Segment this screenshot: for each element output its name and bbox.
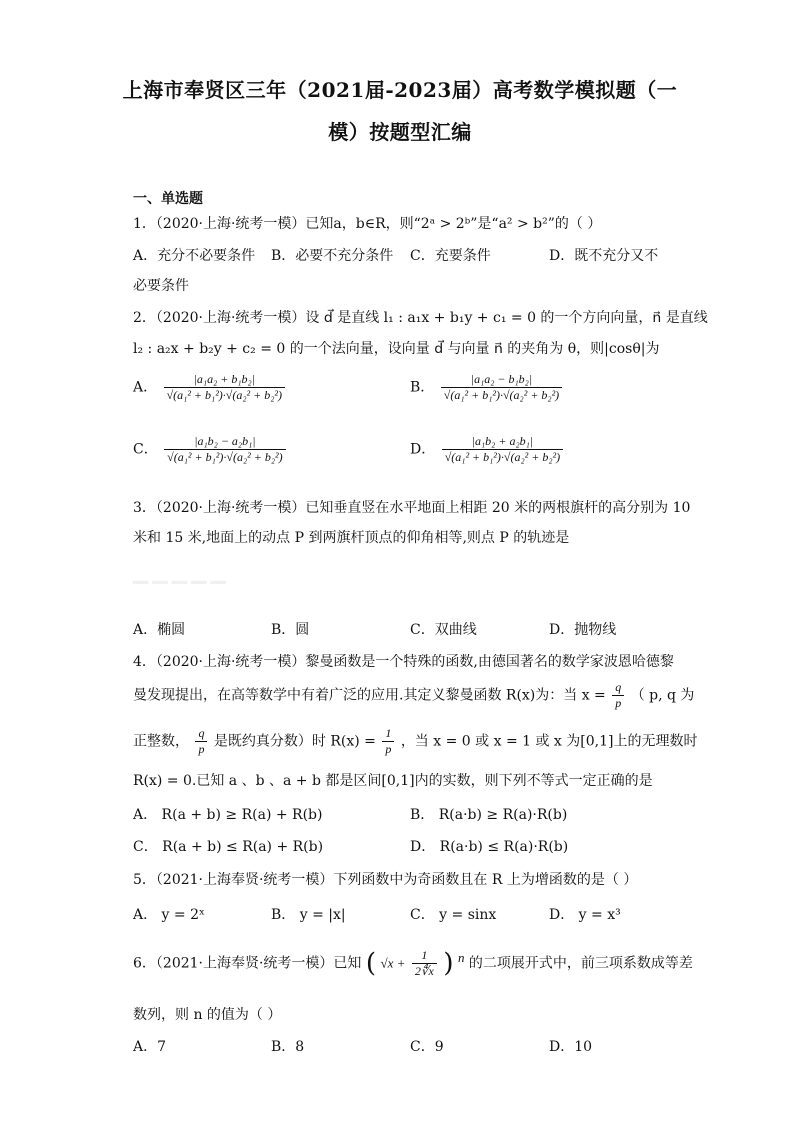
question-4-option-d: D． R(a·b) ≤ R(a)·R(b) [410, 839, 569, 855]
fraction-denominator: p [385, 742, 392, 756]
fraction [164, 434, 285, 465]
question-4-stem-line-1: 4．（2020·上海·统考一模）黎曼函数是一个特殊的函数,由德国著名的数学家波恩哈德黎 [133, 654, 674, 670]
fraction-numerator: |a₁a₂ − b₁b₂| [441, 372, 562, 388]
fraction-numerator: q [195, 726, 207, 742]
question-6-stem-line-1 [133, 948, 693, 979]
question-4-stem-line-2 [133, 680, 694, 711]
question-6-option-c: C．9 [410, 1039, 444, 1055]
question-4-option-b: B． R(a·b) ≥ R(a)·R(b) [410, 807, 568, 823]
option-label: A． [133, 379, 158, 396]
question-2-option-a [133, 372, 287, 403]
question-3-option-d: D．抛物线 [549, 622, 617, 638]
fraction [195, 726, 207, 757]
faint-watermark: ▁▁▁▁▁ [133, 560, 230, 584]
question-6-option-a: A．7 [133, 1039, 167, 1055]
fraction [442, 434, 563, 465]
fraction-denominator: 2∜x [414, 964, 434, 978]
question-5-option-a: A． y = 2ˣ [133, 907, 205, 923]
fraction-denominator: √(a₁² + b₁²)·√(a₂² + b₂²) [167, 450, 283, 464]
fraction-denominator: p [198, 742, 205, 756]
question-4-option-a: A． R(a + b) ≥ R(a) + R(b) [133, 807, 323, 823]
question-6-option-b: B．8 [271, 1039, 305, 1055]
question-1-option-d-continued: 必要条件 [133, 278, 189, 294]
expression-open-paren: ( [365, 948, 377, 979]
fraction-numerator: |a₁b₂ + a₂b₁| [442, 434, 563, 450]
question-3-stem-line-2: 米和 15 米,地面上的动点 P 到两旗杆顶点的仰角相等,则点 P 的轨迹是 [133, 530, 570, 546]
question-2-option-c [133, 434, 288, 465]
document-title-line-1: 上海市奉贤区三年（2021届-2023届）高考数学模拟题（一 [122, 78, 678, 102]
fraction-numerator: |a₁b₂ − a₂b₁| [164, 434, 285, 450]
expression-close-paren: ) [443, 948, 454, 979]
question-6-stem-line-2: 数列，则 n 的值为（ ） [133, 1007, 282, 1023]
fraction-numerator: |a₁a₂ + b₁b₂| [164, 372, 285, 388]
fraction-denominator: √(a₁² + b₁²)·√(a₂² + b₂²) [166, 388, 283, 402]
question-1-option-c: C．充要条件 [410, 248, 491, 264]
fraction [412, 948, 437, 979]
text-run: 是既约真分数）时 R(x) = [213, 733, 376, 750]
fraction-denominator: √(a₁² + b₁²)·√(a₂² + b₂²) [443, 388, 560, 402]
question-3-option-b: B．圆 [271, 622, 310, 638]
text-run: ，当 x = 0 或 x = 1 或 x 为[0,1]上的无理数时 [400, 733, 698, 750]
question-5-option-b: B． y = |x| [271, 907, 346, 923]
text-run: 正整数， [133, 733, 189, 750]
question-1-option-b: B．必要不充分条件 [271, 248, 394, 264]
fraction [164, 372, 285, 403]
fraction [612, 680, 624, 711]
expression-exponent: n [457, 949, 465, 965]
question-5-option-d: D． y = x³ [549, 907, 621, 923]
text-run: 曼发现提出，在高等数学中有着广泛的应用.其定义黎曼函数 R(x)为：当 x = [133, 687, 606, 704]
question-4-option-c: C． R(a + b) ≤ R(a) + R(b) [133, 839, 324, 855]
fraction-denominator: p [615, 696, 622, 710]
question-1-option-d: D．既不充分又不 [549, 248, 659, 264]
question-4-stem-line-4: R(x) = 0.已知 a 、b 、a + b 都是区间[0,1]内的实数，则下列不等式一定正确的是 [133, 773, 653, 789]
option-label: C． [133, 441, 158, 458]
question-2-option-b [410, 372, 564, 403]
question-2-stem-line-1: 2．（2020·上海·统考一模）设 d⃗ 是直线 l₁ : a₁x + b₁y + c₁ = 0 的一个方向向量，n⃗ 是直线 [133, 310, 708, 326]
question-3-option-a: A．椭圆 [133, 622, 186, 638]
question-3-option-c: C．双曲线 [410, 622, 477, 638]
option-label: D． [410, 441, 436, 458]
fraction-numerator: 1 [382, 726, 394, 742]
question-3-stem-line-1: 3．（2020·上海·统考一模）已知垂直竖在水平地面上相距 20 米的两根旗杆的高分别为 10 [133, 500, 691, 516]
fraction-denominator: √(a₁² + b₁²)·√(a₂² + b₂²) [444, 450, 561, 464]
fraction [441, 372, 562, 403]
question-5-option-c: C． y = sinx [410, 907, 497, 923]
question-6-option-d: D．10 [549, 1039, 593, 1055]
fraction-numerator: 1 [412, 948, 437, 964]
question-2-option-d [410, 434, 565, 465]
question-2-stem-line-2: l₂ : a₂x + b₂y + c₂ = 0 的一个法向量，设向量 d⃗ 与向量 n⃗ 的夹角为 θ，则|cosθ|为 [133, 341, 660, 357]
section-heading: 一、单选题 [133, 191, 203, 207]
option-label: B． [410, 379, 435, 396]
text-run: 的二项展开式中，前三项系数成等差 [468, 955, 693, 972]
question-1-stem: 1．（2020·上海·统考一模）已知a，b∈R，则“2ᵃ > 2ᵇ”是“a² > b²”的（ ） [133, 216, 602, 232]
question-1-option-a: A．充分不必要条件 [133, 248, 256, 264]
question-4-stem-line-3 [133, 726, 697, 757]
document-title-line-2: 模）按题型汇编 [328, 120, 472, 144]
text-run: 6．（2021·上海奉贤·统考一模）已知 [133, 955, 362, 972]
fraction [382, 726, 394, 757]
fraction-numerator: q [612, 680, 624, 696]
question-5-stem: 5．（2021·上海奉贤·统考一模）下列函数中为奇函数且在 R 上为增函数的是（ ） [133, 872, 638, 888]
text-run: （ p, q 为 [630, 687, 695, 704]
expression-sqrt-term: √x + [380, 955, 406, 971]
